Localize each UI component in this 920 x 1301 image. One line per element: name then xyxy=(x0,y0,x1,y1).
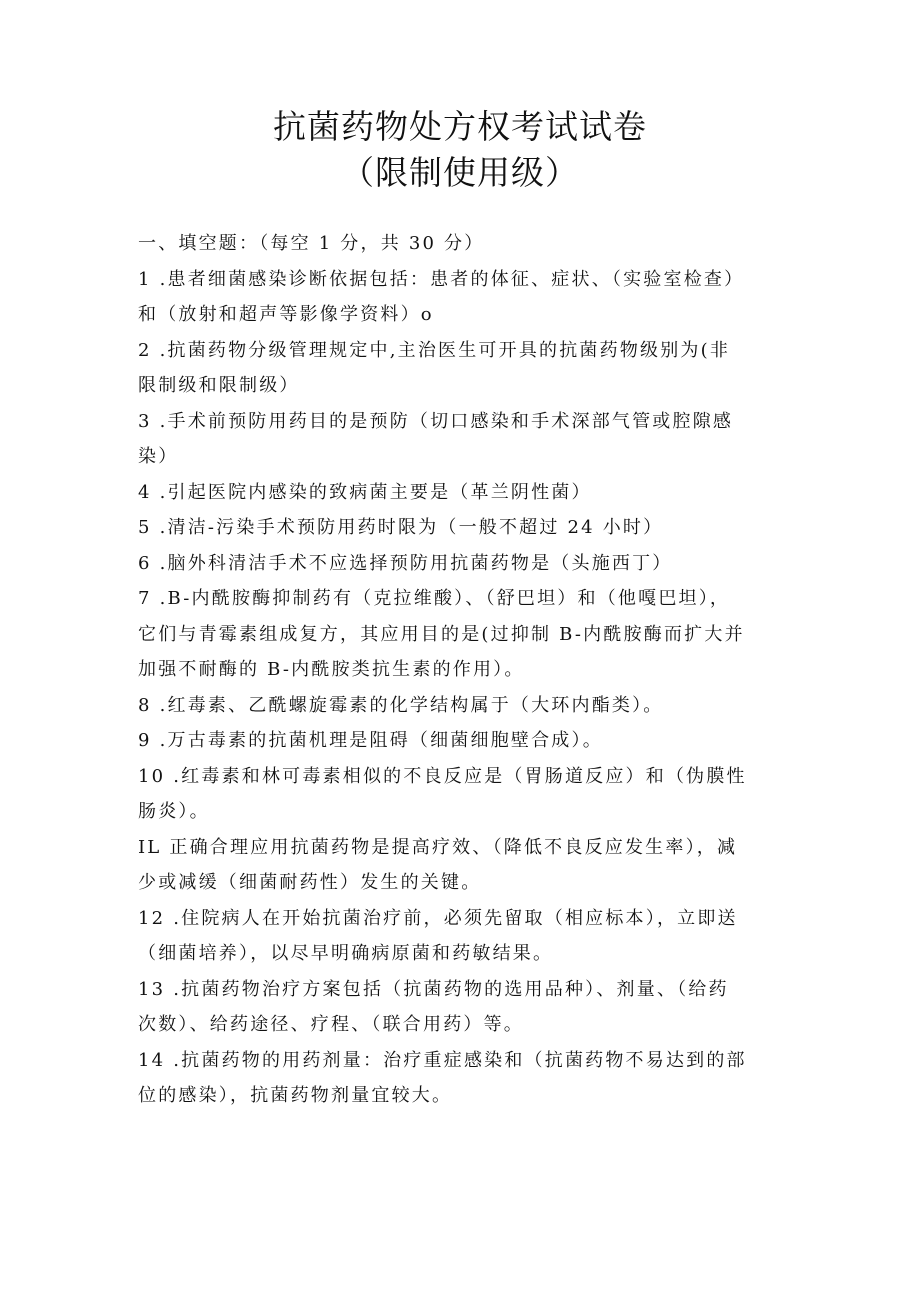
text-line: 13 .抗菌药物治疗方案包括（抗菌药物的选用品种）、剂量、（给药 xyxy=(138,978,729,1000)
text-line: 10 .红毒素和林可毒素相似的不良反应是（胃肠道反应）和（伪膜性 xyxy=(138,765,747,787)
text-line: 和（放射和超声等影像学资料）o xyxy=(138,304,434,325)
text-line: 位的感染），抗菌药物剂量宜较大。 xyxy=(138,1085,453,1106)
title-subtitle: （限制使用级） xyxy=(341,153,579,192)
text-line: 8 .红毒素、乙酰螺旋霉素的化学结构属于（大环内酯类）。 xyxy=(138,694,664,716)
text-line: 限制级和限制级） xyxy=(138,375,300,396)
document-body xyxy=(138,226,788,1114)
text-line: 7 .B-内酰胺酶抑制药有（克拉维酸）、（舒巴坦）和（他嘎巴坦）， xyxy=(138,588,731,609)
text-line: 加强不耐酶的 B-内酰胺类抗生素的作用）。 xyxy=(138,659,525,680)
text-line: 2 .抗菌药物分级管理规定中,主治医生可开具的抗菌药物级别为(非 xyxy=(138,339,731,361)
section-heading: 一、填空题：（每空 1 分，共 30 分） xyxy=(138,233,485,254)
text-line: 染） xyxy=(138,446,179,467)
text-line: 4 .引起医院内感染的致病菌主要是（革兰阴性菌） xyxy=(138,481,592,503)
text-line: 肠炎）。 xyxy=(138,801,210,822)
text-line: 3 .手术前预防用药目的是预防（切口感染和手术深部气管或腔隙感 xyxy=(138,410,734,432)
text-line: IL 正确合理应用抗菌药物是提高疗效、（降低不良反应发生率），减 xyxy=(138,836,738,858)
text-line: 6 .脑外科清洁手术不应选择预防用抗菌药物是（头施西丁） xyxy=(138,552,673,574)
text-line: 1 .患者细菌感染诊断依据包括：患者的体征、症状、（实验室检查） xyxy=(138,268,745,290)
text-line: 次数）、给药途径、疗程、（联合用药）等。 xyxy=(138,1014,524,1035)
text-line: 5 .清洁-污染手术预防用药时限为（一般不超过 24 小时） xyxy=(138,517,664,538)
text-line: 少或减缓（细菌耐药性）发生的关键。 xyxy=(138,872,482,893)
document-title xyxy=(0,104,920,196)
text-line: 14 .抗菌药物的用药剂量：治疗重症感染和（抗菌药物不易达到的部 xyxy=(138,1049,747,1071)
text-line: 9 .万古毒素的抗菌机理是阻碍（细菌细胞壁合成）。 xyxy=(138,730,603,751)
text-line: 它们与青霉素组成复方，其应用目的是(过抑制 B-内酰胺酶而扩大并 xyxy=(138,623,745,645)
text-line: 12 .住院病人在开始抗菌治疗前，必须先留取（相应标本），立即送 xyxy=(138,907,738,929)
title-main: 抗菌药物处方权考试试卷 xyxy=(273,107,647,146)
text-line: （细菌培养），以尽早明确病原菌和药敏结果。 xyxy=(138,943,554,964)
